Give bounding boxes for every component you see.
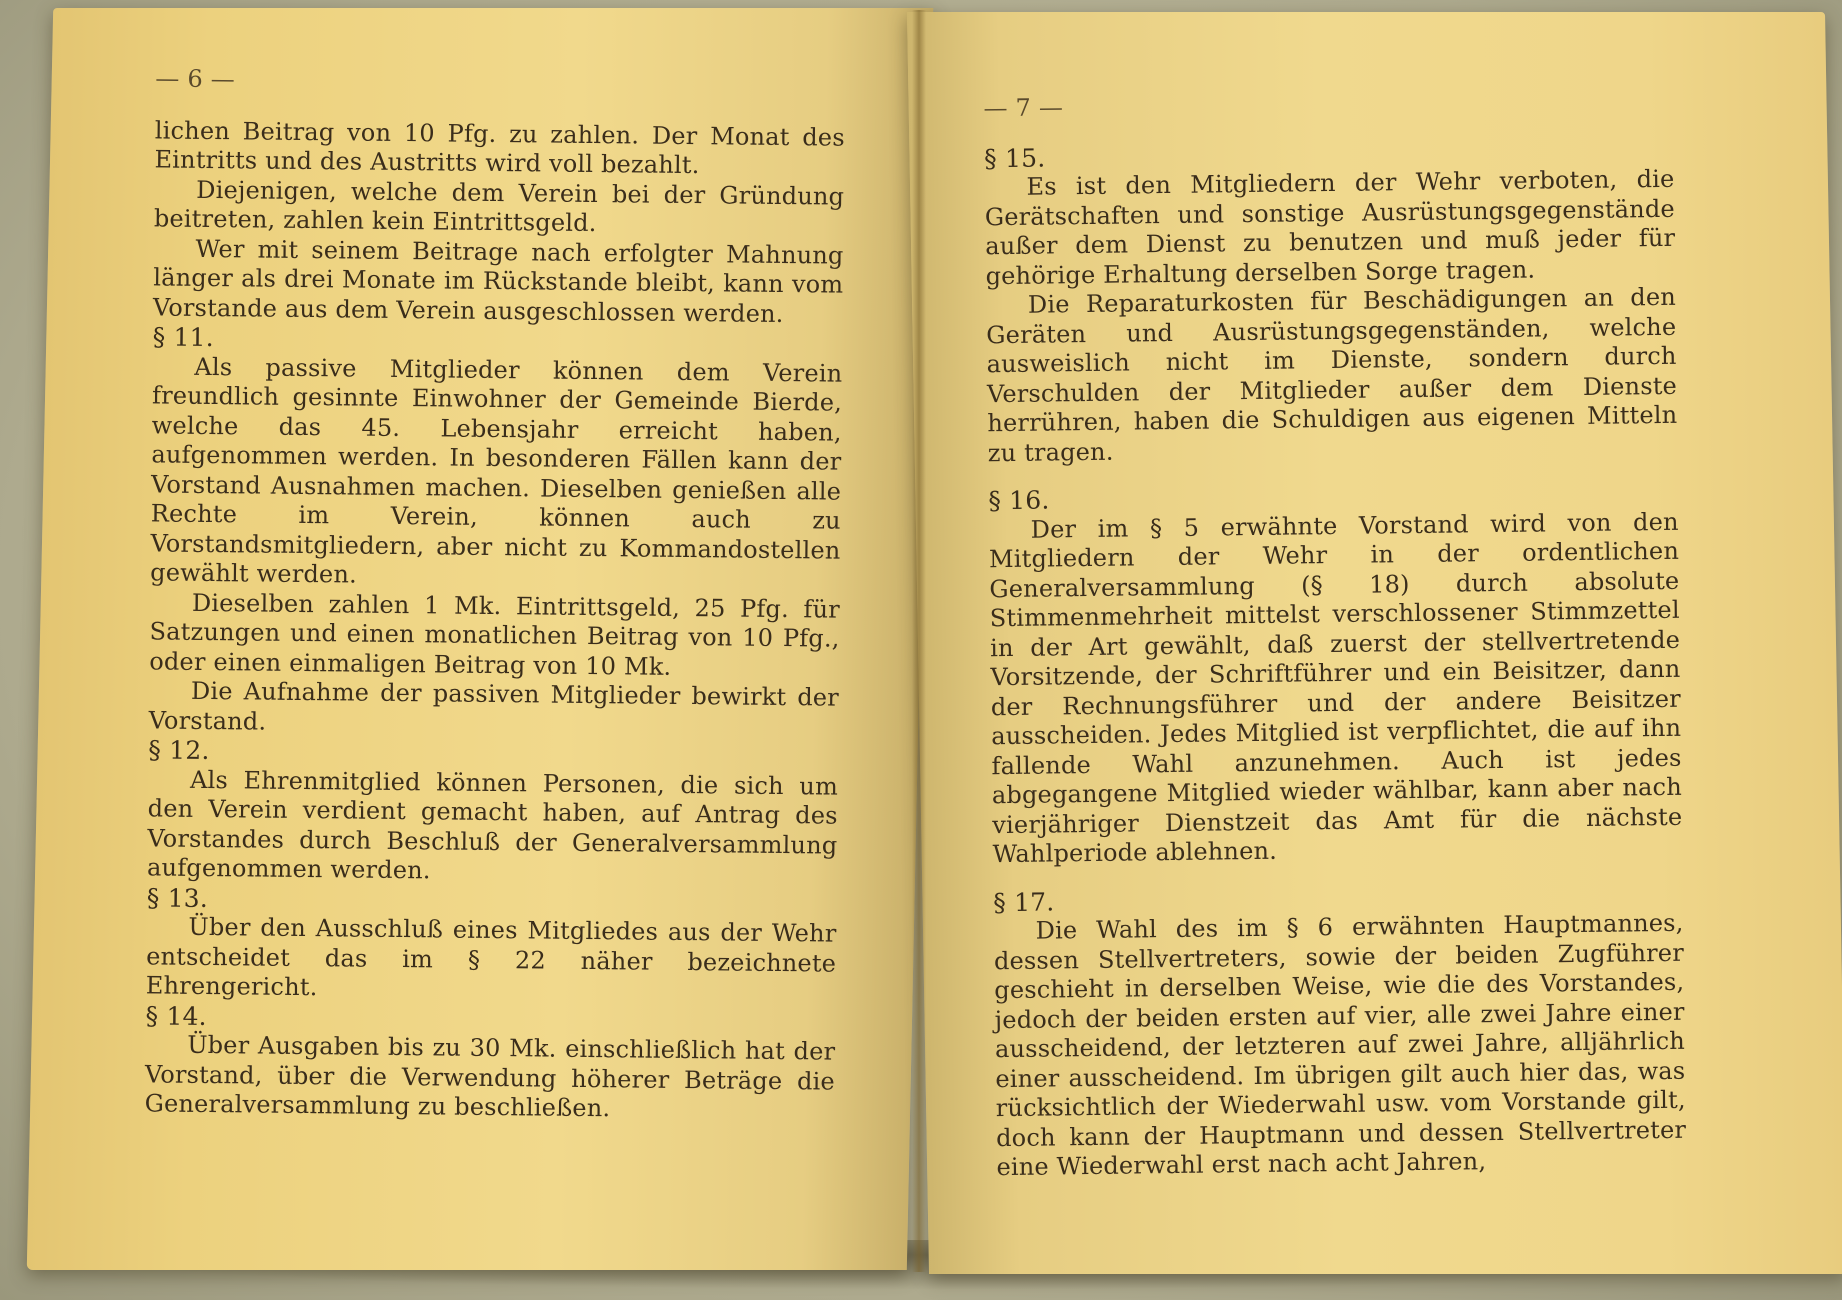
- paragraph: Diejenigen, welche dem Verein bei der Gründung beitreten, zahlen kein Eintrittsgeld.: [153, 175, 845, 238]
- paragraph: Die Wahl des im § 6 erwähnten Hauptmannes, dessen Stellvertreters, sowie der beiden Zugführer geschieht in derselben Weise, wie die des Vorstandes, jedoch der beiden ersten auf vier, alle zwei Jahre einer ausscheidend, der letzteren auf zwei Jahre, alljährlich einer ausscheidend. Im übrigen gilt auch hier das, was rücksichtlich der Wiederwahl usw. vom Vorstande gilt, doch kann der Hauptmann und dessen Stellvertreter eine Wiederwahl erst nach acht Jahren,: [993, 908, 1687, 1182]
- paragraph: lichen Beitrag von 10 Pfg. zu zahlen. Der Monat des Eintritts und des Austritts wird voll bezahlt.: [154, 115, 845, 180]
- paragraph: Es ist den Mitgliedern der Wehr verboten, die Gerätschaften und sonstige Ausrüstungsgegenstände außer dem Dienst zu benutzen und muß jeder für gehörige Erhaltung derselben Sorge tragen.: [984, 164, 1676, 290]
- paragraph: Die Aufnahme der passiven Mitglieder bewirkt der Vorstand.: [148, 676, 840, 736]
- book-gutter: [912, 10, 926, 1272]
- paragraph: Über den Ausschluß eines Mitgliedes aus der Wehr entscheidet das im § 22 näher bezeichnete Ehrengericht.: [145, 912, 837, 1002]
- right-page-text: [983, 86, 1686, 1183]
- left-page-text: [144, 64, 845, 1126]
- paragraph: Die Reparaturkosten für Beschädigungen an den Geräten und Ausrüstungsgegenständen, welche ausweislich nicht im Dienste, sondern durch Verschulden der Mitglieder außer dem Dienste herrühren, haben die Schuldigen aus eigenen Mitteln zu tragen.: [986, 282, 1678, 467]
- page-number-right: — 7 —: [983, 93, 1064, 123]
- section-heading-16: § 16.: [988, 485, 1050, 516]
- paragraph: Als Ehrenmitglied können Personen, die sich um den Verein verdient gemacht haben, auf Antrag des Vorstandes durch Beschluß der Generalversammlung aufgenommen werden.: [146, 765, 839, 885]
- section-heading-13: § 13.: [146, 882, 209, 913]
- section-heading-12: § 12.: [148, 735, 210, 766]
- section-heading-11: § 11.: [152, 322, 215, 353]
- paragraph: Wer mit seinem Beitrage nach erfolgter Mahnung länger als drei Monate im Rückstande bleibt, kann vom Vorstande aus dem Verein ausgeschlossen werden.: [152, 234, 844, 328]
- paragraph: Als passive Mitglieder können dem Verein freundlich gesinnte Einwohner der Gemeinde Bierde, welche das 45. Lebensjahr erreicht haben, aufgenommen werden. In besonderen Fällen kann der Vorstand Ausnahmen machen. Dieselben genießen alle Rechte im Verein, können auch zu Vorstandsmitgliedern, aber nicht zu Kommandostellen gewählt werden.: [150, 352, 843, 589]
- paragraph: Über Ausgaben bis zu 30 Mk. einschließlich hat der Vorstand, über die Verwendung höherer Beträge die Generalversammlung zu beschließen.: [144, 1030, 836, 1123]
- paragraph: Der im § 5 erwähnte Vorstand wird von den Mitgliedern der Wehr in der ordentlichen Generalversammlung (§ 18) durch absolute Stimmenmehrheit mittelst verschlossener Stimmzettel in der Art gewählt, daß zuerst der stellvertretende Vorsitzende, der Schriftführer und ein Beisitzer, dann der Rechnungsführer und der andere Beisitzer ausscheiden. Jedes Mitglied ist verpflichtet, die auf ihn fallende Wahl anzunehmen. Auch ist jedes abgegangene Mitglied wieder wählbar, kann aber nach vierjähriger Dienstzeit das Amt für die nächste Wahlperiode ablehnen.: [988, 507, 1683, 869]
- section-heading-14: § 14.: [145, 1000, 207, 1031]
- paragraph: Dieselben zahlen 1 Mk. Eintrittsgeld, 25 Pfg. für Satzungen und einen monatlichen Beitrag von 10 Pfg., oder einen einmaligen Beitrag von 10 Mk.: [149, 588, 841, 681]
- page-number-left: — 6 —: [155, 64, 236, 94]
- section-heading-15: § 15.: [983, 143, 1046, 173]
- section-heading-17: § 17.: [993, 886, 1055, 917]
